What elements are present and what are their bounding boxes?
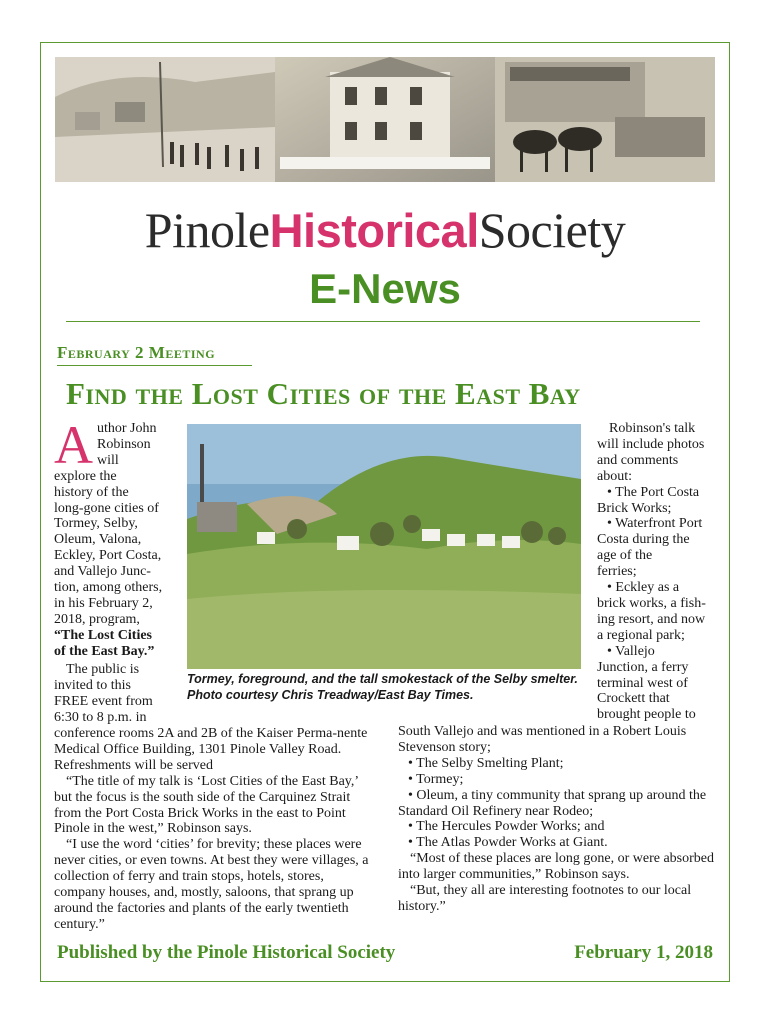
left-line: Eckley, Port Costa, [54,548,162,564]
left-line: in his February 2, [54,595,153,611]
left-line: Oleum, Valona, [54,532,142,548]
right-wide-column [398,724,720,915]
paragraph: “The title of my talk is ‘Lost Cities of the East Bay,’ but the focus is the south side of the Carquinez Strait from the Port Costa Brick Works in the east to Point Pinole in the west,” Robinson says. [54,773,358,837]
bullet-item: • The Selby Smelting Plant; [408,755,564,771]
bullet-item: • The Hercules Powder Works; and [408,819,605,835]
left-line: Robinson [97,436,151,452]
footer-date: February 1, 2018 [574,942,713,963]
left-line: uthor John [97,421,157,436]
right-line: will include photos [597,436,705,452]
drop-cap: A [54,415,93,475]
right-bullet-line: • Eckley as a [607,580,680,596]
right-line: about: [597,468,632,484]
masthead [55,200,715,261]
program-title-line: “The Lost Cities [54,627,152,643]
left-line: Tormey, Selby, [54,516,138,532]
right-bullet-line: a regional park; [597,627,685,643]
photo-caption: Tormey, foreground, and the tall smokestack of the Selby smelter. Photo courtesy Chris Treadway/East Bay Times. [187,672,578,702]
right-bullet-line: age of the [597,548,653,564]
bullet-item: • The Atlas Powder Works at Giant. [408,835,608,851]
left-lower-line: FREE event from [54,693,153,709]
left-wide-column [54,726,376,933]
left-lower-column [54,662,179,726]
masthead-title [55,200,715,261]
paragraph: “Most of these places are long gone, or were absorbed into larger communities,” Robinson says. [398,851,715,883]
program-title-line: of the East Bay.” [54,643,155,659]
masthead-society: Society [478,202,626,258]
divider [66,321,700,322]
left-line: explore the [54,468,117,484]
right-bullet-line: brought people to [597,707,696,723]
right-column [597,421,717,723]
left-line: will [97,452,119,468]
left-lower-line: invited to this [54,677,131,693]
right-line: and comments [597,452,679,468]
article-kicker: February 2 Meeting [57,343,216,362]
left-line: tion, among others, [54,580,163,596]
left-line: long-gone cities of [54,500,159,516]
right-bullet-line: Costa during the [597,532,690,548]
masthead-pinole: Pinole [144,202,270,258]
right-bullet-line: terminal west of [597,675,688,691]
paragraph: “But, they all are interesting footnotes to our local history.” [398,883,692,914]
right-bullet-line: Crockett that [597,691,670,707]
right-bullet-line: • The Port Costa [607,484,700,500]
left-line: and Vallejo Junc- [54,564,151,580]
left-line: 2018, program, [54,611,140,627]
right-bullet-line: ferries; [597,564,637,580]
kicker-underline [57,365,252,366]
historical-photo-banner [55,57,715,187]
left-column [54,415,169,660]
bullet-item: • Tormey; [408,771,464,787]
left-line: history of the [54,484,129,500]
tormey-landscape-photo [187,424,581,669]
right-bullet-line: brick works, a fish- [597,595,706,611]
right-bullet-line: • Waterfront Port [607,516,703,532]
left-lower-line: 6:30 to 8 p.m. in [54,709,147,725]
right-bullet-line: Brick Works; [597,500,672,516]
masthead-historical: Historical [269,204,479,257]
right-bullet-line: ing resort, and now [597,611,706,627]
right-bullet-line: Junction, a ferry [597,659,689,675]
bullet-item: • Oleum, a tiny community that sprang up around the Standard Oil Refinery near Rodeo; [398,787,707,819]
right-line: Robinson's talk [609,421,696,436]
paragraph: conference rooms 2A and 2B of the Kaiser Perma-nente Medical Office Building, 1301 Pinole Valley Road. Refreshments will be served [54,726,368,773]
article-headline: Find the Lost Cities of the East Bay [66,376,581,411]
footer-publisher: Published by the Pinole Historical Society [57,942,396,963]
enews-title: E-News [309,265,461,312]
left-lower-line: The public is [66,662,140,677]
paragraph: “I use the word ‘cities’ for brevity; these places were never cities, or even towns. At best they were villages, a collection of ferry and train stops, hotels, stores, company houses, and, mostly, saloons, that sprang up around the factories and plants of the early twentieth century.” [54,837,369,932]
right-bullet-line: • Vallejo [607,643,655,659]
paragraph: South Vallejo and was mentioned in a Robert Louis Stevenson story; [398,724,687,755]
